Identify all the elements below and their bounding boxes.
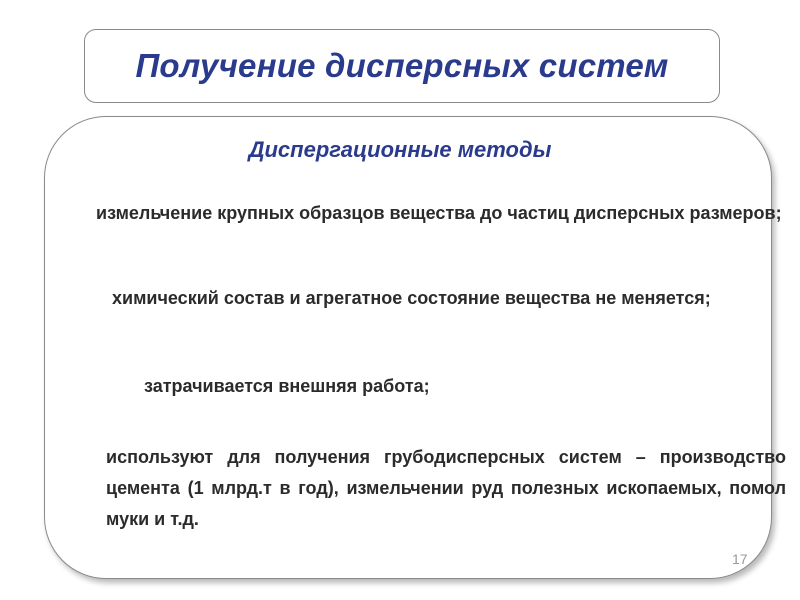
slide-title: Получение дисперсных систем	[135, 47, 669, 84]
section-subtitle: Диспергационные методы	[248, 137, 552, 162]
page-number: 17	[732, 551, 748, 567]
method-paragraph-4: используют для получения грубодисперсных систем – производство цемента (1 млрд.т в год), измельчении руд полезных ископаемых, помол муки и т.д.	[106, 447, 786, 529]
title-box	[84, 29, 720, 103]
method-paragraph-2: химический состав и агрегатное состояние вещества не меняется;	[112, 288, 711, 308]
method-paragraph-1: измельчение крупных образцов вещества до частиц дисперсных размеров;	[96, 203, 782, 223]
method-paragraph-3: затрачивается внешняя работа;	[144, 376, 430, 396]
